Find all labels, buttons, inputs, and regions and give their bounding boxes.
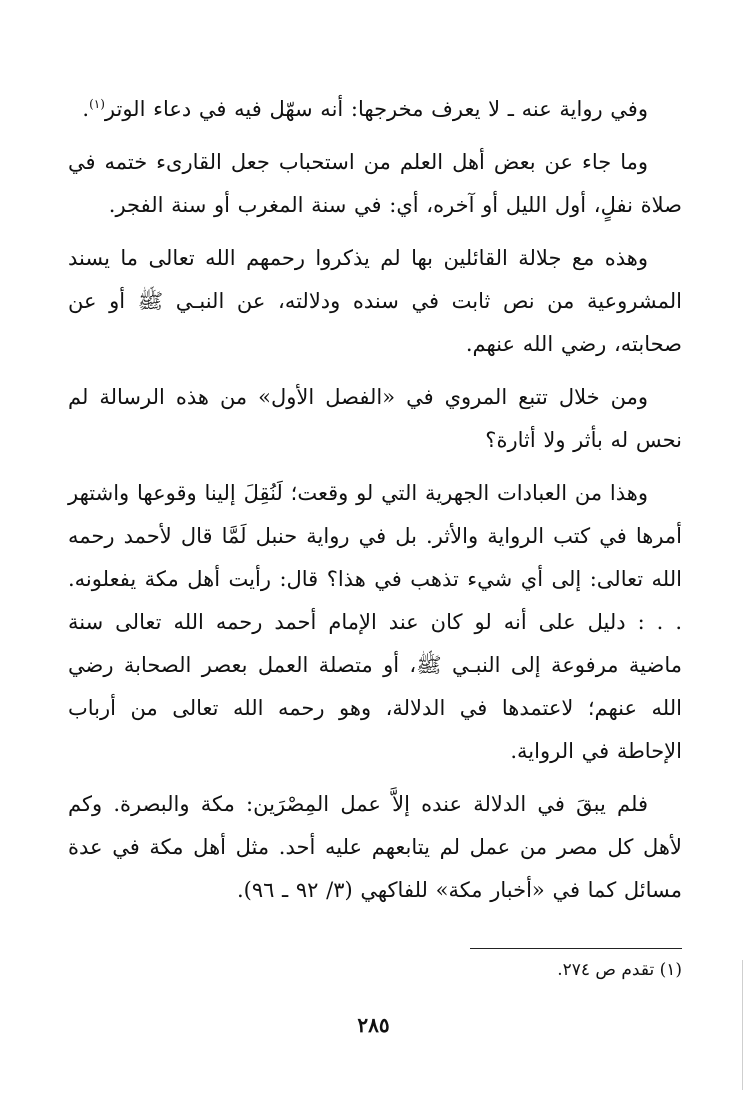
paragraph-5: وهذا من العبادات الجهرية التي لو وقعت؛ لَنُقِلَ إلينا وقوعها واشتهر أمرها في كتب الرواية والأثر. بل في رواية حنبل لَمَّا قال لأحمد رحمه الله تعالى: إلى أي شيء تذهب في هذا؟ قال: رأيت أهل مكة يفعلونه. . . : دليل على أنه لو كان عند الإمام أحمد رحمه الله تعالى سنة ماضية مرفوعة إلى النبـي ﷺ، أو متصلة العمل بعصر الصحابة رضي الله عنهم؛ لاعتمدها في الدلالة، وهو رحمه الله تعالى من أرباب الإحاطة في الرواية.	[68, 481, 682, 763]
paragraph-6: فلم يبقَ في الدلالة عنده إلاَّ عمل المِصْرَين: مكة والبصرة. وكم لأهل كل مصر من عمل لم يتابعهم عليه أحد. مثل أهل مكة في عدة مسائل كما في «أخبار مكة» للفاكهي (٣/ ٩٢ ـ ٩٦).	[68, 792, 682, 902]
footnote-reference: (١)	[89, 97, 105, 111]
paragraph-4: ومن خلال تتبع المروي في «الفصل الأول» من هذه الرسالة لم نحس له بأثر ولا أثارة؟	[68, 385, 682, 452]
main-text	[68, 88, 682, 912]
page-number: ٢٨٥	[357, 1013, 390, 1037]
paragraph-1-tail: .	[82, 97, 90, 121]
paragraph-1	[68, 88, 682, 131]
page-edge-line	[742, 960, 743, 1090]
footnote-text: تقدم ص ٢٧٤.	[557, 960, 655, 980]
paragraph-3: وهذه مع جلالة القائلين بها لم يذكروا رحمهم الله تعالى ما يسند المشروعية من نص ثابت في سنده ودلالته، عن النبـي ﷺ أو عن صحابته، رضي الله عنهم.	[68, 246, 682, 356]
footnote-marker: (١)	[659, 960, 682, 980]
paragraph-2: وما جاء عن بعض أهل العلم من استحباب جعل القارىء ختمه في صلاة نفلٍ، أول الليل أو آخره، أي: في سنة المغرب أو سنة الفجر.	[68, 150, 682, 217]
footnote-divider	[470, 948, 682, 949]
footnote	[557, 955, 682, 985]
paragraph-1-text: وفي رواية عنه ـ لا يعرف مخرجها: أنه سهّل فيه في دعاء الوتر	[104, 97, 648, 121]
